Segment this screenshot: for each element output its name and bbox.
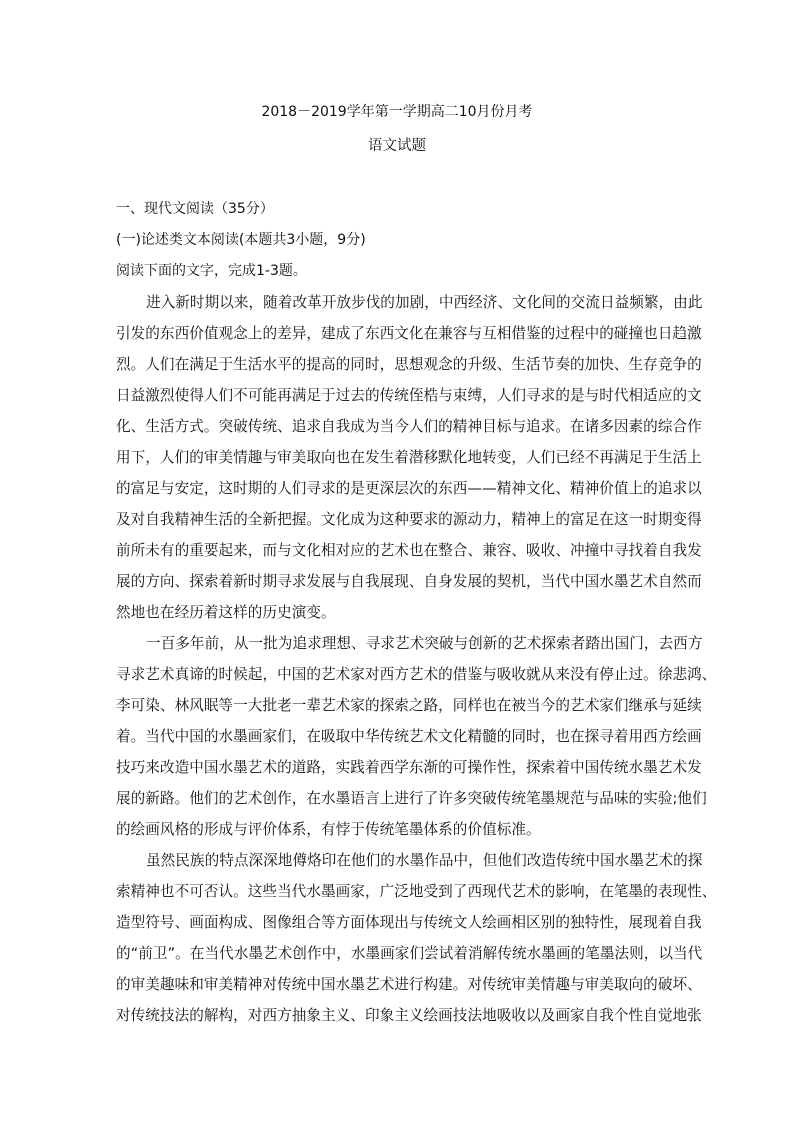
passage-line: 李可染、林风眠等一大批老一辈艺术家的探索之路，同样也在被当今的艺术家们继承与延续: [116, 697, 702, 714]
passage-line: 烈。人们在满足于生活水平的提高的同时，思想观念的升级、生活节奏的加快、生存竞争的: [116, 356, 702, 373]
passage-line: 展的方向、探索着新时期寻求发展与自我展现、自身发展的契机，当代中国水墨艺术自然而: [116, 573, 702, 590]
passage-line: 化、生活方式。突破传统、追求自我成为当今人们的精神目标与追求。在诸多因素的综合作: [116, 418, 702, 435]
exam-title: 2018－2019学年第一学期高二10月份月考: [261, 104, 533, 120]
passage-line: 索精神也不可否认。这些当代水墨画家，广泛地受到了西现代艺术的影响，在笔墨的表现性、: [116, 883, 717, 900]
reading-instruction: 阅读下面的文字，完成1-3题。: [116, 263, 307, 279]
passage-line: 的“前卫”。在当代水墨艺术创作中，水墨画家们尝试着消解传统水墨画的笔墨法则，以当代: [116, 945, 703, 962]
passage-line: 寻求艺术真谛的时候起，中国的艺术家对西方艺术的借鉴与吸收就从来没有停止过。徐悲鸿、: [116, 666, 717, 683]
passage-line: 引发的东西价值观念上的差异，建成了东西文化在兼容与互相借鉴的过程中的碰撞也日趋激: [116, 325, 702, 342]
passage-line: 展的新路。他们的艺术创作，在水墨语言上进行了许多突破传统笔墨规范与品味的实验;他们: [116, 790, 707, 807]
passage-line: 一百多年前，从一批为追求理想、寻求艺术突破与创新的艺术探索者踏出国门，去西方: [146, 635, 703, 652]
exam-subject: 语文试题: [368, 138, 426, 154]
passage-line: 然地也在经历着这样的历史演变。: [116, 604, 336, 621]
passage-line: 前所未有的重要起来，而与文化相对应的艺术也在整合、兼容、吸收、冲撞中寻找着自我发: [116, 542, 702, 559]
passage-line: 造型符号、画面构成、图像组合等方面体现出与传统文人绘画相区别的独特性，展现着自我: [116, 914, 702, 931]
passage-line: 的审美趣味和审美精神对传统中国水墨艺术进行构建。对传统审美情趣与审美取向的破坏、: [116, 976, 702, 993]
passage-line: 的富足与安定，这时期的人们寻求的是更深层次的东西——精神文化、精神价值上的追求以: [116, 480, 702, 497]
passage-line: 对传统技法的解构，对西方抽象主义、印象主义绘画技法地吸收以及画家自我个性自觉地张: [116, 1007, 702, 1024]
passage-line: 及对自我精神生活的全新把握。文化成为这种要求的源动力，精神上的富足在这一时期变得: [116, 511, 702, 528]
passage-line: 技巧来改造中国水墨艺术的道路，实践着西学东渐的可操作性，探索着中国传统水墨艺术发: [116, 759, 702, 776]
subsection-heading: (一)论述类文本阅读(本题共3小题，9分): [116, 232, 366, 248]
passage-line: 虽然民族的特点深深地僔烙印在他们的水墨作品中，但他们改造传统中国水墨艺术的探: [146, 852, 703, 869]
section-heading: 一、现代文阅读（35分）: [116, 201, 274, 217]
passage-line: 进入新时期以来，随着改革开放步伐的加剧，中西经济、文化间的交流日益频繁，由此: [146, 294, 703, 311]
passage-line: 用下，人们的审美情趣与审美取向也在发生着潜移默化地转变，人们已经不再满足于生活上: [116, 449, 702, 466]
passage-line: 着。当代中国的水墨画家们，在吸取中华传统艺术文化精髓的同时，也在探寻着用西方绘画: [116, 728, 702, 745]
passage-line: 的绘画风格的形成与评价体系，有悖于传统笔墨体系的价值标准。: [116, 821, 541, 838]
passage-line: 日益激烈使得人们不可能再满足于过去的传统侄梏与束缚，人们寻求的是与时代相适应的文: [116, 387, 702, 404]
